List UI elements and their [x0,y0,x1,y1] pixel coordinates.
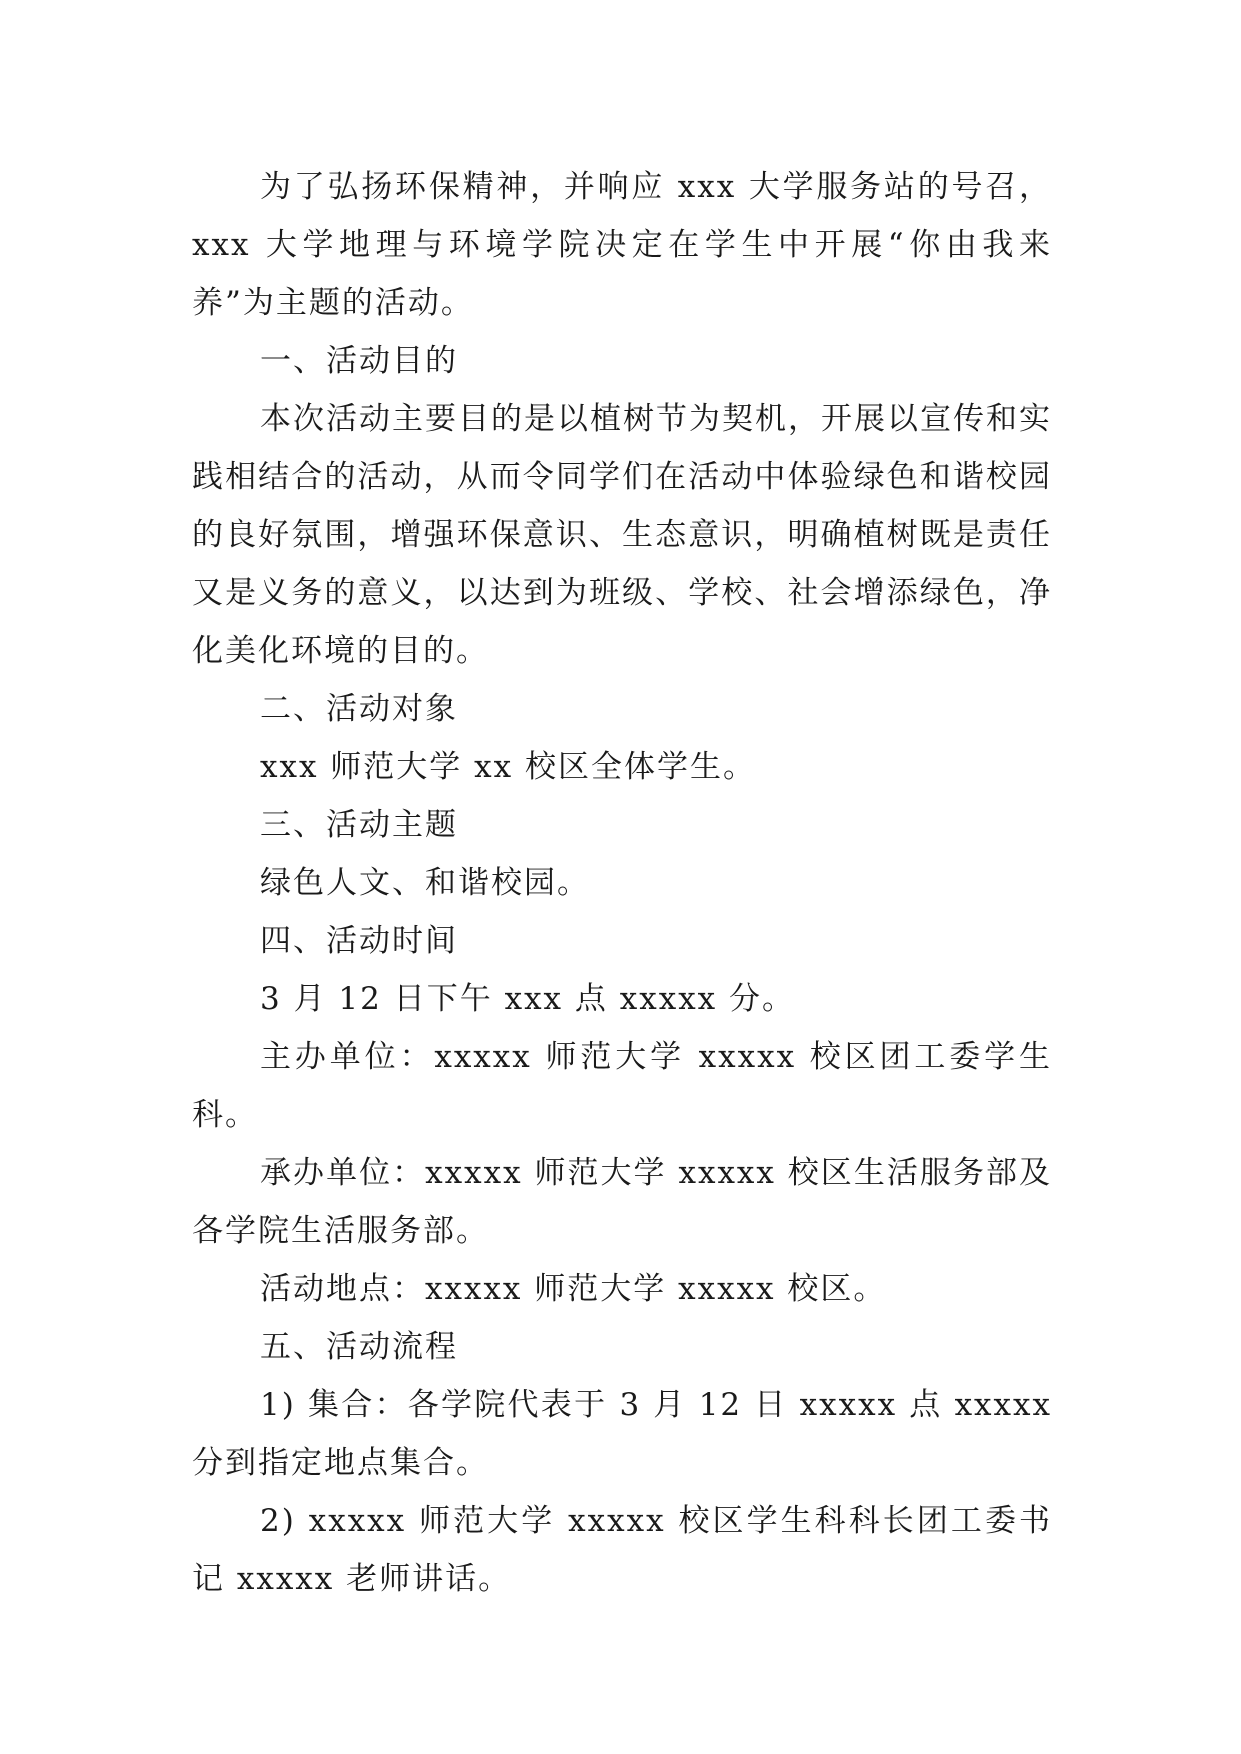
theme-paragraph: 绿色人文、和谐校园。 [260,865,590,901]
section-heading-process: 五、活动流程 [260,1329,458,1365]
purpose-paragraph: 本次活动主要目的是以植树节为契机，开展以宣传和实践相结合的活动，从而令同学们在活动中体验绿色和谐校园的良好氛围，增强环保意识、生态意识，明确植树既是责任又是义务的意义，以达到为班级、学校、社会增添绿色，净化美化环境的目的。 [192,401,1052,669]
audience-paragraph: xxx 师范大学 xx 校区全体学生。 [260,749,756,785]
location-paragraph: 活动地点：xxxxx 师范大学 xxxxx 校区。 [260,1271,887,1307]
section-heading-purpose: 一、活动目的 [260,343,458,379]
section-heading-time: 四、活动时间 [260,923,458,959]
process-step-1: 1) 集合：各学院代表于 3 月 12 日 xxxxx 点 xxxxx 分到指定地点集合。 [192,1387,1052,1481]
document-body [192,158,1052,1608]
time-paragraph: 3 月 12 日下午 xxx 点 xxxxx 分。 [260,981,796,1017]
section-heading-theme: 三、活动主题 [260,807,458,843]
co-organizer-paragraph: 承办单位：xxxxx 师范大学 xxxxx 校区生活服务部及各学院生活服务部。 [192,1155,1052,1249]
section-heading-audience: 二、活动对象 [260,691,458,727]
intro-paragraph: 为了弘扬环保精神，并响应 xxx 大学服务站的号召，xxx 大学地理与环境学院决定在学生中开展“你由我来养”为主题的活动。 [192,169,1052,321]
process-step-2: 2) xxxxx 师范大学 xxxxx 校区学生科科长团工委书记 xxxxx 老师讲话。 [192,1503,1052,1597]
organizer-paragraph: 主办单位：xxxxx 师范大学 xxxxx 校区团工委学生科。 [192,1039,1052,1133]
